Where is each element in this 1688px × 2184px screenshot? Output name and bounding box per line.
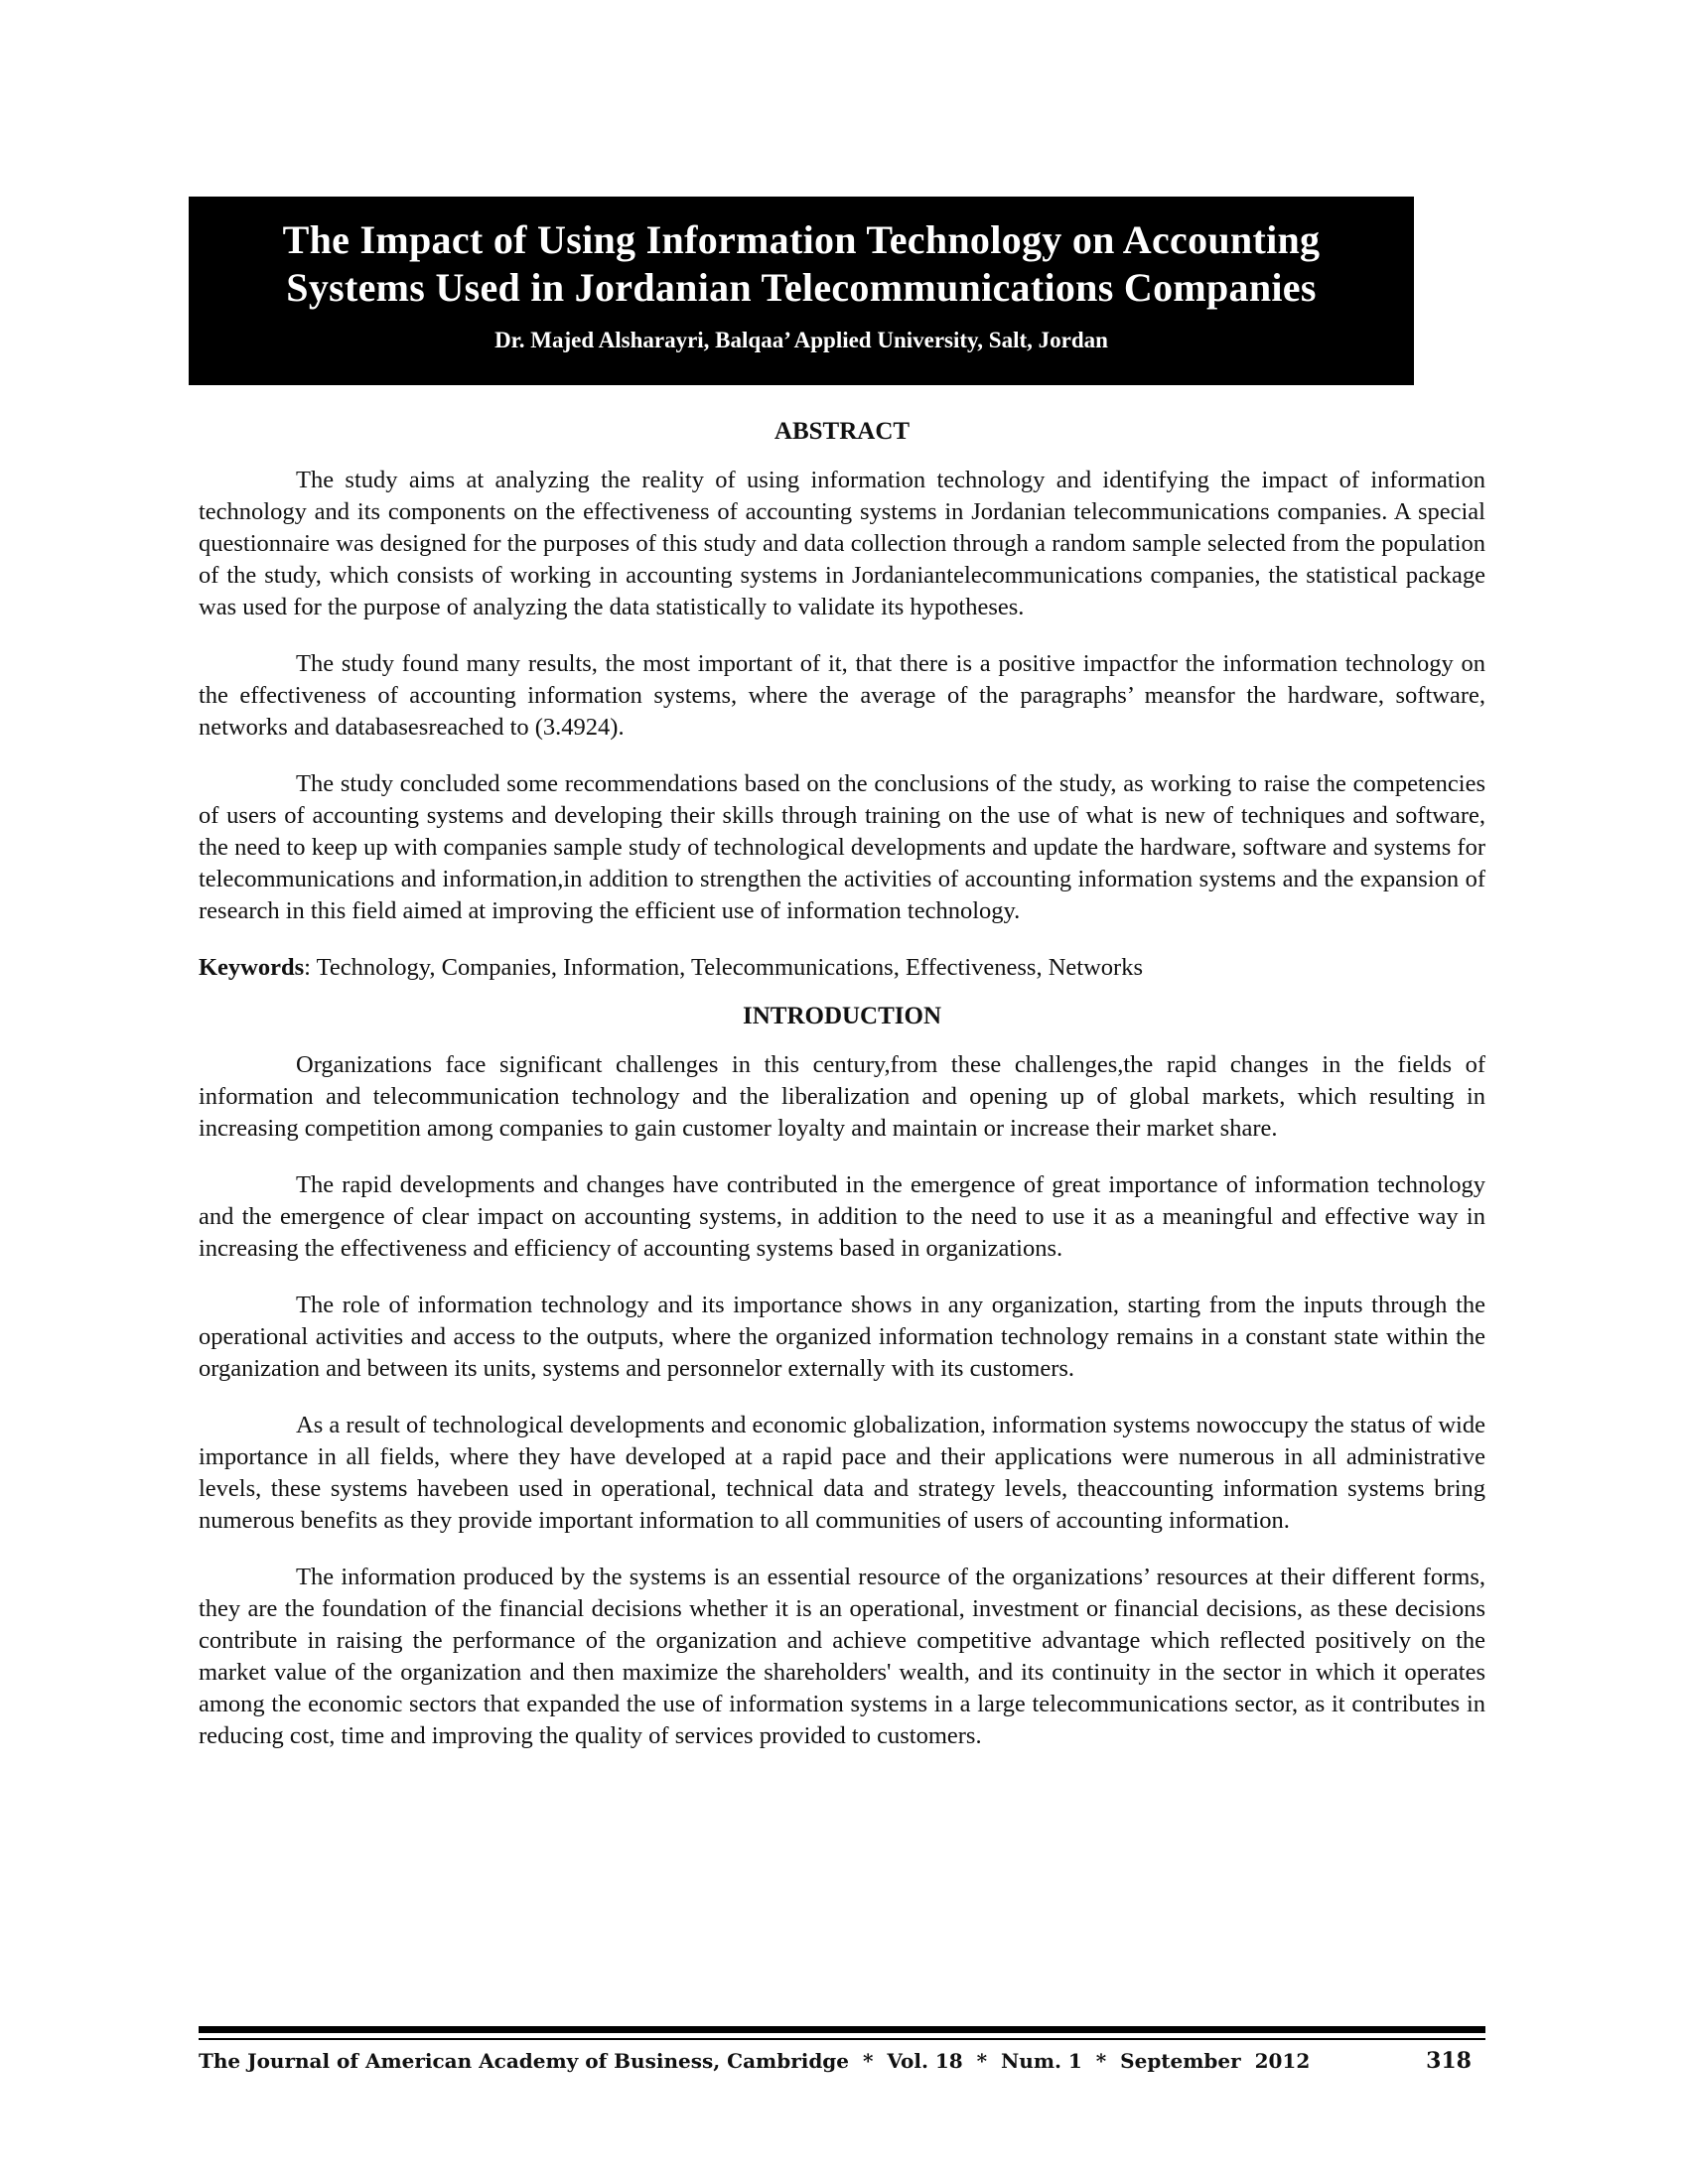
keywords	[199, 952, 1485, 984]
author-affiliation: Dr. Majed Alsharayri, Balqaa’ Applied University, Salt, Jordan	[494, 328, 1108, 352]
paper-title-line-1: The Impact of Using Information Technology on Accounting	[282, 217, 1321, 262]
paper-title-line-2: Systems Used in Jordanian Telecommunications Companies	[286, 265, 1317, 310]
article-body	[199, 417, 1485, 1777]
footer-rule-thick	[199, 2026, 1485, 2033]
introduction-paragraph: Organizations face significant challenges in this century,from these challenges,the rapid changes in the fields of information and telecommunication technology and the liberalization and opening up of global markets, which resulting in increasing competition among companies to gain customer loyalty and maintain or increase their market share.	[199, 1051, 1485, 1142]
title-banner	[189, 197, 1414, 385]
abstract-paragraph: The study aims at analyzing the reality of using information technology and identifying the impact of information technology and its components on the effectiveness of accounting systems in Jordanian telecommunications companies. A special questionnaire was designed for the purposes of this study and data collection through a random sample selected from the population of the study, which consists of working in accounting systems in Jordaniantelecommunications companies, the statistical package was used for the purpose of analyzing the data statistically to validate its hypotheses.	[199, 467, 1485, 620]
keywords-list: : Technology, Companies, Information, Telecommunications, Effectiveness, Networks	[304, 954, 1143, 981]
introduction-paragraph: As a result of technological developments and economic globalization, information systems nowoccupy the status of wide importance in all fields, where they have developed at a rapid pace and their applications were numerous in all administrative levels, these systems havebeen used in operational, technical data and strategy levels, theaccounting information systems bring numerous benefits as they provide important information to all communities of users of accounting information.	[199, 1412, 1485, 1534]
keywords-label: Keywords	[199, 954, 305, 981]
abstract-paragraph: The study concluded some recommendations based on the conclusions of the study, as working to raise the competencies of users of accounting systems and developing their skills through training on the use of what is new of techniques and software, the need to keep up with companies sample study of technological developments and update the hardware, software and systems for telecommunications and information,in addition to strengthen the activities of accounting information systems and the expansion of research in this field aimed at improving the efficient use of information technology.	[199, 770, 1485, 924]
journal-citation: The Journal of American Academy of Business, Cambridge * Vol. 18 * Num. 1 * September 2012	[199, 2049, 1311, 2073]
introduction-paragraph: The role of information technology and its importance shows in any organization, starting from the inputs through the operational activities and access to the outputs, where the organized information technology remains in a constant state within the organization and between its units, systems and personnelor externally with its customers.	[199, 1292, 1485, 1382]
introduction-paragraph: The information produced by the systems is an essential resource of the organizations’ resources at their different forms, they are the foundation of the financial decisions whether it is an operational, investment or financial decisions, as these decisions contribute in raising the performance of the organization and achieve competitive advantage which reflected positively on the market value of the organization and then maximize the shareholders' wealth, and its continuity in the sector in which it operates among the economic sectors that expanded the use of information systems in a large telecommunications sector, as it contributes in reducing cost, time and improving the quality of services provided to customers.	[199, 1564, 1485, 1749]
abstract-paragraph: The study found many results, the most important of it, that there is a positive impactfor the information technology on the effectiveness of accounting information systems, where the average of the paragraphs’ meansfor the hardware, software, networks and databasesreached to (3.4924).	[199, 650, 1485, 741]
abstract-heading: ABSTRACT	[774, 418, 911, 445]
introduction-paragraph: The rapid developments and changes have contributed in the emergence of great importance of information technology and the emergence of clear impact on accounting systems, in addition to the need to use it as a meaningful and effective way in increasing the effectiveness and efficiency of accounting systems based in organizations.	[199, 1171, 1485, 1262]
footer-rule-thin	[199, 2038, 1485, 2040]
paper-title	[189, 216, 1414, 312]
page-number: 318	[1426, 2048, 1472, 2074]
introduction-heading: INTRODUCTION	[742, 1003, 942, 1029]
